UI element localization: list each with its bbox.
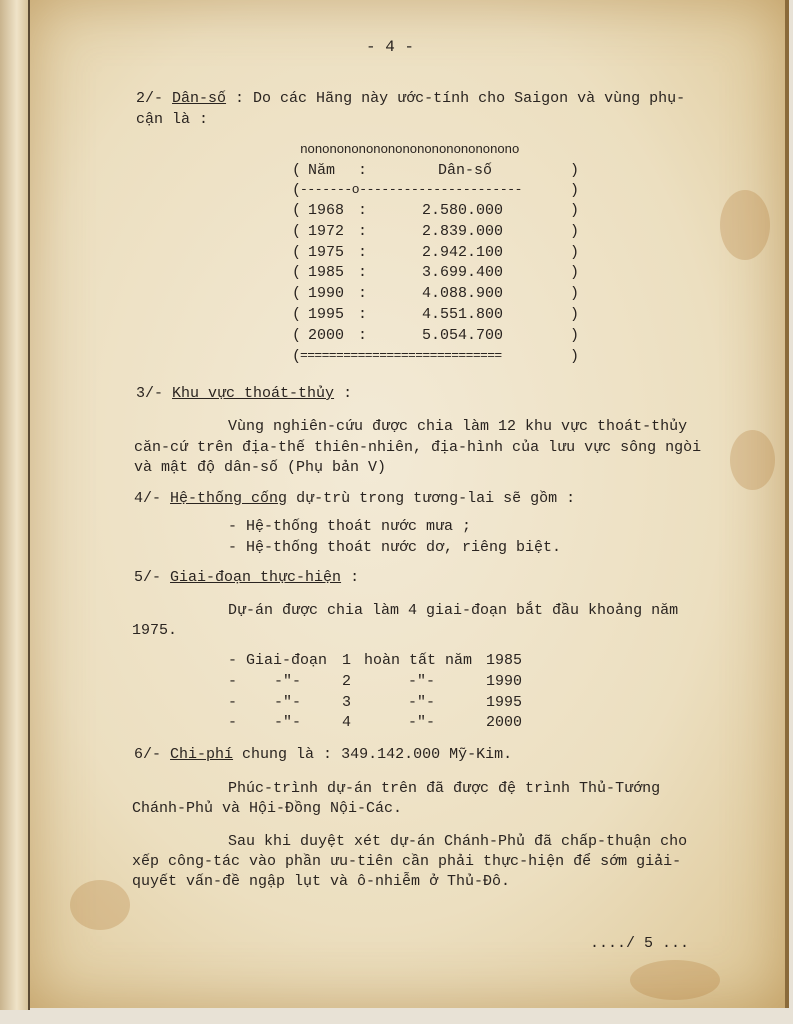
row-population: 2.839.000 xyxy=(422,222,504,240)
phase-ditto: -"- xyxy=(274,693,302,711)
phase-number: 1 xyxy=(342,652,352,669)
section-6-para-5: quyết vấn-đề ngập lụt và ô-nhiễm ở Thủ-Đô. xyxy=(132,873,511,890)
section-6-cost: chung là : 349.142.000 Mỹ-Kim. xyxy=(233,746,513,763)
phase-status: hoàn tất năm xyxy=(364,652,473,669)
section-6-para-2: Chánh-Phủ và Hội-Đồng Nội-Các. xyxy=(132,800,403,817)
header-population: Dân-số xyxy=(438,162,493,179)
section-6-para-3: Sau khi duyệt xét dự-án Chánh-Phủ đã chấp-thuận cho xyxy=(228,833,688,850)
section-3-para-3: và mật độ dân-số (Phụ bản V) xyxy=(134,459,387,476)
page-number: - 4 - xyxy=(366,38,415,56)
book-spine xyxy=(0,0,30,1010)
section-4-title: 4/- Hệ-thống cống dự-trù trong tương-lai sẽ gồm : xyxy=(134,490,576,507)
section-6-para-4: xếp công-tác vào phần ưu-tiên cần phải thực-hiện để sớm giải- xyxy=(132,853,682,870)
section-6-number: 6/- xyxy=(134,746,162,763)
phase-prefix: - xyxy=(228,693,238,711)
section-4-heading: Hệ-thống cống xyxy=(170,490,288,507)
section-4-number: 4/- xyxy=(134,490,162,507)
section-5-para-2: 1975. xyxy=(132,622,178,639)
phase-year: 1985 xyxy=(486,652,523,669)
section-3-para-2: căn-cứ trên địa-thế thiên-nhiên, địa-hình của lưu vực sông ngòi xyxy=(134,439,702,456)
section-3-number: 3/- xyxy=(136,385,164,402)
phase-year: 2000 xyxy=(486,714,523,732)
section-5-heading: Giai-đoạn thực-hiện xyxy=(170,569,342,586)
section-5-para-1: Dự-án được chia làm 4 giai-đoạn bắt đầu khoảng năm xyxy=(228,602,679,619)
section-2-text-1: : Do các Hãng này ước-tính cho Saigon và vùng phụ- xyxy=(226,90,686,107)
section-5-number: 5/- xyxy=(134,569,162,586)
phase-number: 4 xyxy=(342,714,352,732)
row-population: 2.580.000 xyxy=(422,202,504,219)
row-year: 1975 xyxy=(308,243,345,261)
phase-year: 1990 xyxy=(486,672,523,690)
row-population: 5.054.700 xyxy=(422,326,504,344)
row-year: 1968 xyxy=(308,202,345,219)
section-6-heading: Chi-phí xyxy=(170,746,234,763)
phase-ditto: -"- xyxy=(274,714,302,732)
phase-prefix: - xyxy=(228,672,238,690)
row-year: 1995 xyxy=(308,306,345,323)
phase-status: -"- xyxy=(408,693,436,711)
section-6-para-1: Phúc-trình dự-án trên đã được đệ trình Thủ-Tướng xyxy=(228,780,661,797)
section-4-item-1: - Hệ-thống thoát nước mưa ; xyxy=(228,518,472,535)
row-year: 1972 xyxy=(308,222,345,240)
section-6-title xyxy=(134,746,512,763)
continuation-marker: ..../ 5 ... xyxy=(590,935,690,952)
section-2-number: 2/- xyxy=(136,90,164,107)
row-population: 2.942.100 xyxy=(422,243,504,261)
phase-ditto: -"- xyxy=(274,672,302,690)
row-population: 4.551.800 xyxy=(422,306,504,323)
section-3-heading: Khu vực thoát-thủy xyxy=(172,385,335,402)
row-year: 1985 xyxy=(308,264,345,282)
section-3-para-1: Vùng nghiên-cứu được chia làm 12 khu vực thoát-thủy xyxy=(228,418,688,435)
phase-number: 2 xyxy=(342,672,352,690)
row-year: 1990 xyxy=(308,285,345,303)
row-year: 2000 xyxy=(308,326,345,344)
row-population: 3.699.400 xyxy=(422,264,504,282)
section-5-title: 5/- Giai-đoạn thực-hiện : xyxy=(134,569,360,586)
phase-prefix: - xyxy=(228,714,238,732)
section-2-heading: Dân-số xyxy=(172,90,227,107)
section-4-item-2: - Hệ-thống thoát nước dơ, riêng biệt. xyxy=(228,539,562,556)
document-page: - 4 - 2/- Dân-số : Do các Hãng này ước-tính cho Saigon và vùng phụ- cận là : nonononononononononononononono ( Năm : Dân-số ) ( -------o---------------------- ) ( 1968 : 2.580.000 ) ( 1972 : 2.839.000 ) ( 1975 : 2.942.100 ) ( 1985 : 3.699.400 ) ( 1990 : 4.088.900 ) ( 1995 : 4.551.800 ) ( 2000 : 5.054.700 ) ( ============================ ) 3/- Khu vực thoát-thủy : Vùng nghiên-cứu được chia làm 12 khu vực thoát-thủy căn-cứ trên địa-thế thiên-nhiên, địa-hình của lưu vực sông ngòi và mật độ dân-số (Phụ bản V) 4/- Hệ-thống cống dự-trù trong tương-lai sẽ gồm : - Hệ-thống thoát nước mưa ; - Hệ-thống thoát nước dơ, riêng biệt. 5/- Giai-đoạn thực-hiện : Dự-án được chia làm 4 giai-đoạn bắt đầu khoảng năm 1975. - Giai-đoạn 1 hoàn tất năm 1985 - -"- 2 -"- 1990 - -"- 3 -"- 1995 - -"- 4 -"- 2000 6/- Chi-phí chung là : 349.142.000 Mỹ-Kim. Phúc-trình dự-án trên đã được đệ trình Thủ-Tướng Chánh-Phủ và Hội-Đồng Nội-Các. Sau khi duyệt xét dự-án Chánh-Phủ đã chấp-thuận cho xếp công-tác vào phần ưu-tiên cần phải thực-hiện để sớm giải- quyết vấn-đề ngập lụt và ô-nhiễm ở Thủ-Đô. ..../ 5 ... xyxy=(30,0,789,1008)
phase-status: -"- xyxy=(408,672,436,690)
phase-number: 3 xyxy=(342,693,352,711)
section-2-line-1 xyxy=(136,90,685,107)
row-population: 4.088.900 xyxy=(422,285,504,303)
table-top-border: nonononononononononononononono xyxy=(300,142,520,157)
section-3-title: 3/- Khu vực thoát-thủy : xyxy=(136,385,353,402)
section-2-text-2: cận là : xyxy=(136,111,209,128)
phase-year: 1995 xyxy=(486,693,523,711)
header-year: Năm xyxy=(308,162,336,179)
phase-status: -"- xyxy=(408,714,436,732)
phase-prefix: - Giai-đoạn xyxy=(228,652,328,669)
